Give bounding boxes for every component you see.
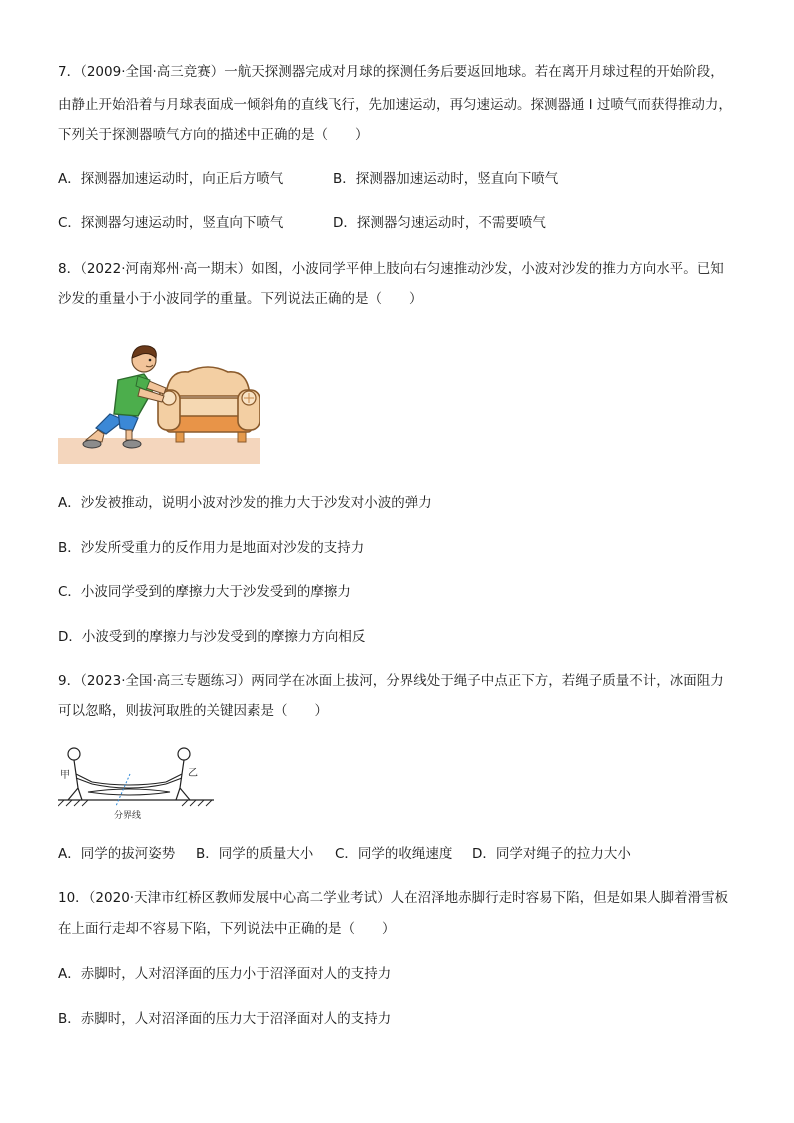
label-jia: 甲 bbox=[60, 770, 70, 781]
q9-option-b: B．同学的质量大小 bbox=[196, 846, 314, 862]
sofa-pushing-illustration bbox=[58, 338, 260, 464]
q8-option-c: C．小波同学受到的摩擦力大于沙发受到的摩擦力 bbox=[58, 584, 351, 600]
q10-option-b: B．赤脚时，人对沼泽面的压力大于沼泽面对人的支持力 bbox=[58, 1011, 392, 1027]
tug-of-war-diagram bbox=[58, 744, 220, 822]
q7-option-d: D．探测器匀速运动时，不需要喷气 bbox=[333, 215, 546, 231]
q9-option-d: D．同学对绳子的拉力大小 bbox=[472, 846, 631, 862]
q8-option-a: A．沙发被推动，说明小波对沙发的推力大于沙发对小波的弹力 bbox=[58, 495, 432, 511]
q8-stem-line-2: 沙发的重量小于小波同学的重量。下列说法正确的是（ ） bbox=[58, 291, 423, 307]
ice-hatching bbox=[58, 800, 212, 806]
q7-option-a: A．探测器加速运动时，向正后方喷气 bbox=[58, 171, 284, 187]
q8-option-b: B．沙发所受重力的反作用力是地面对沙发的支持力 bbox=[58, 540, 365, 556]
q9-stem-line-1: 9．（2023·全国·高三专题练习）两同学在冰面上拔河，分界线处于绳子中点正下方，若绳子质量不计，冰面阻力 bbox=[58, 673, 724, 689]
q7-stem-line-1: 7．（2009·全国·高三竞赛）一航天探测器完成对月球的探测任务后要返回地球。若在离开月球过程的开始阶段， bbox=[58, 64, 724, 80]
q7-stem-line-3: 下列关于探测器喷气方向的描述中正确的是（ ） bbox=[58, 127, 369, 143]
q8-stem-line-1: 8．（2022·河南郑州·高一期末）如图，小波同学平伸上肢向右匀速推动沙发，小波对沙发的推力方向水平。已知 bbox=[58, 261, 724, 277]
label-yi: 乙 bbox=[188, 768, 198, 779]
q9-option-c: C．同学的收绳速度 bbox=[335, 846, 453, 862]
q7-option-b: B．探测器加速运动时，竖直向下喷气 bbox=[333, 171, 559, 187]
q10-stem-line-1: 10．（2020·天津市红桥区教师发展中心高二学业考试）人在沼泽地赤脚行走时容易下陷，但是如果人脚着滑雪板 bbox=[58, 890, 729, 906]
q10-stem-line-2: 在上面行走却不容易下陷，下列说法中正确的是（ ） bbox=[58, 921, 396, 937]
q7-option-c: C．探测器匀速运动时，竖直向下喷气 bbox=[58, 215, 284, 231]
q10-option-a: A．赤脚时，人对沼泽面的压力小于沼泽面对人的支持力 bbox=[58, 966, 392, 982]
q9-option-a: A．同学的拔河姿势 bbox=[58, 846, 176, 862]
q8-option-d: D．小波受到的摩擦力与沙发受到的摩擦力方向相反 bbox=[58, 629, 366, 645]
q7-stem-line-2: 由静止开始沿着与月球表面成一倾斜角的直线飞行，先加速运动，再匀速运动。探测器通 l 过喷气而获得推动力， bbox=[58, 97, 732, 113]
label-dividing-line: 分界线 bbox=[114, 811, 142, 821]
q9-stem-line-2: 可以忽略，则拔河取胜的关键因素是（ ） bbox=[58, 703, 328, 719]
